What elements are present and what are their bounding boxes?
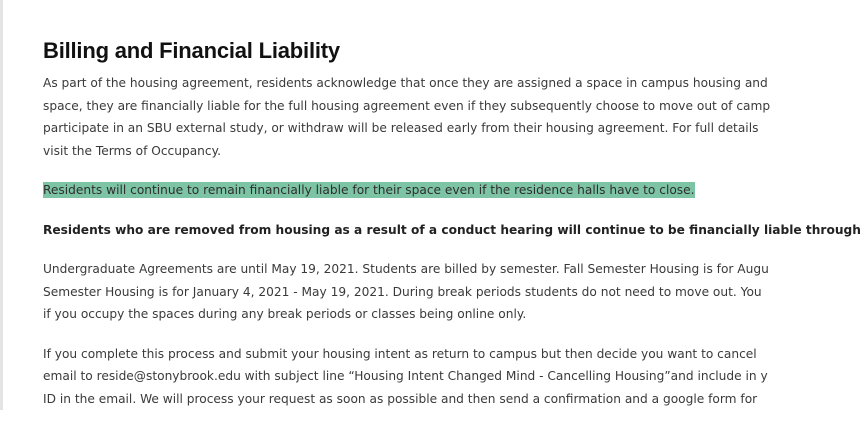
billing-section [43,36,861,427]
liability-notice-paragraph [43,179,803,202]
paragraph-line: if you occupy the spaces during any break periods or classes being online only. [43,307,527,321]
terms-of-occupancy-text: visit the Terms of Occupancy. [43,143,221,158]
page-title: Billing and Financial Liability [43,38,340,63]
paragraph-line: email to reside@stonybrook.edu with subject line “Housing Intent Changed Mind - Cancelling Housing”and include in y [43,369,768,383]
conduct-paragraph [43,219,861,242]
paragraph-line: ID in the email. We will process your request as soon as possible and then send a confirmation and a google form for [43,391,758,406]
paragraph-line [43,140,803,163]
highlighted-liability-text: Residents will continue to remain financially liable for their space even if the residence halls have to close. [43,183,695,197]
paragraph-line: Undergraduate Agreements are until May 19, 2021. Students are billed by semester. Fall Semester Housing is for Augu [43,262,769,276]
paragraph-line: Semester Housing is for January 4, 2021 - May 19, 2021. During break periods students do not need to move out. You [43,284,762,299]
agreement-paragraph [43,72,803,162]
agreement-dates-paragraph [43,258,803,326]
paragraph-line: If you complete this process and submit your housing intent as return to campus but then decide you want to cancel [43,346,757,361]
cancellation-paragraph [43,343,803,411]
paragraph-line: participate in an SBU external study, or withdraw will be released early from their housing agreement. For full details [43,121,759,135]
conduct-liability-text: Residents who are removed from housing as a result of a conduct hearing will continue to be financially liable through [43,222,861,237]
paragraph-line: space, they are financially liable for the full housing agreement even if they subsequently choose to move out of camp [43,98,771,113]
paragraph-line: As part of the housing agreement, residents acknowledge that once they are assigned a space in campus housing and [43,76,768,90]
